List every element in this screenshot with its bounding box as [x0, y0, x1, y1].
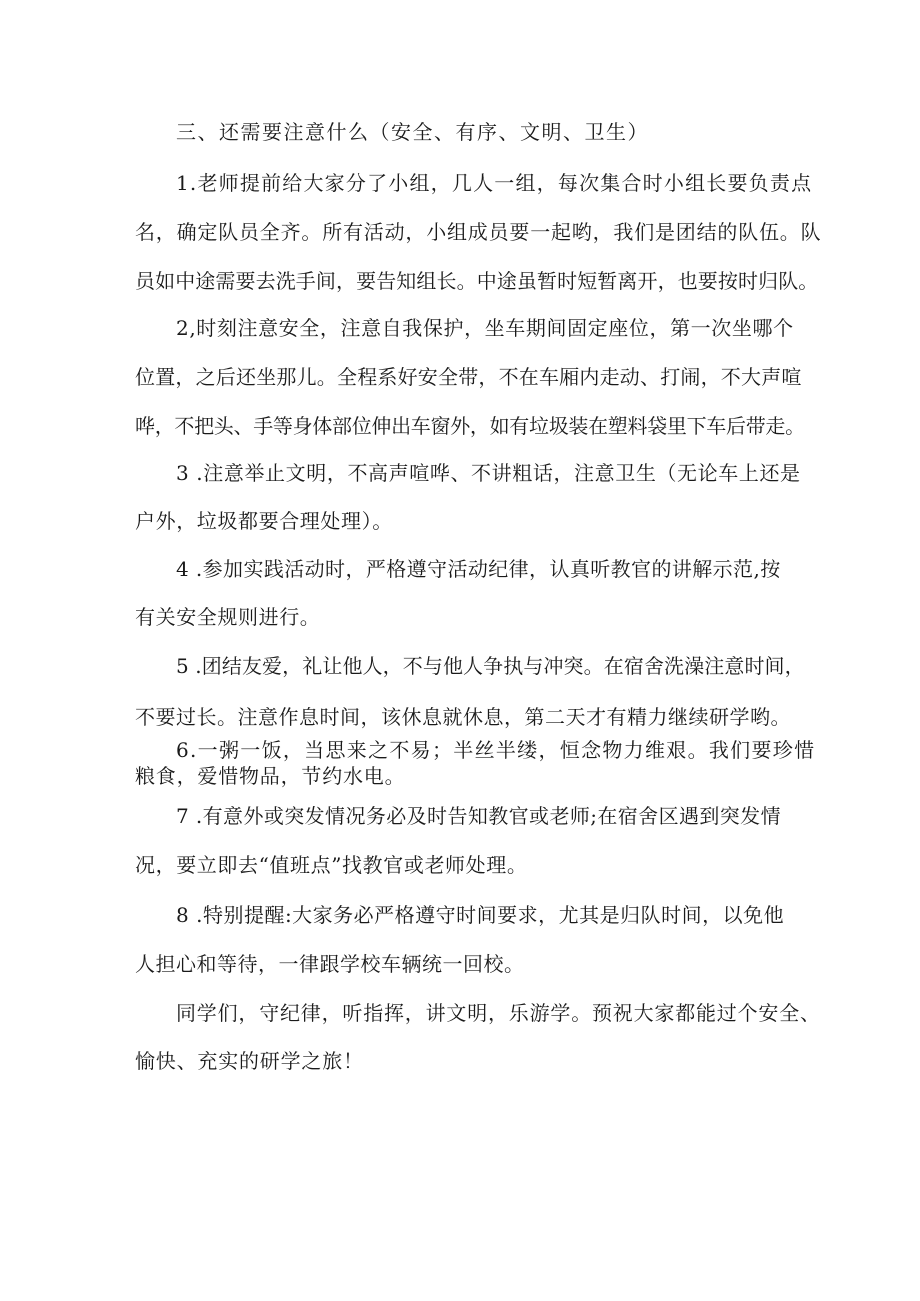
item-7-line-1: 7 .有意外或突发情况务必及时告知教官或老师;在宿舍区遇到突发情 — [176, 804, 781, 828]
item-2-line-1: 2,时刻注意安全，注意自我保护，坐车期间固定座位，第一次坐哪个 — [176, 316, 794, 340]
closing-line-2: 愉快、充实的研学之旅！ — [135, 1049, 364, 1073]
item-6-line-1: 6.一粥一饭，当思来之不易；半丝半缕，恒念物力维艰。我们要珍惜 — [176, 738, 816, 762]
item-2-line-3: 哗，不把头、手等身体部位伸出车窗外，如有垃圾装在塑料袋里下车后带走。 — [135, 414, 805, 438]
item-3-line-2: 户外，垃圾都要合理处理）。 — [135, 509, 393, 533]
item-6-line-2: 粮食，爱惜物品，节约水电。 — [135, 764, 406, 788]
item-3-line-1: 3 .注意举止文明，不高声喧哗、不讲粗话，注意卫生（无论车上还是 — [176, 461, 801, 485]
item-1-line-1: 1.老师提前给大家分了小组，几人一组，每次集合时小组长要负责点 — [176, 171, 813, 195]
item-8-line-1: 8 .特别提醒:大家务必严格遵守时间要求，尤其是归队时间，以免他 — [176, 903, 785, 927]
item-5-line-2: 不要过长。注意作息时间，该休息就休息，第二天才有精力继续研学哟。 — [135, 705, 791, 729]
item-8-line-2: 人担心和等待，一律跟学校车辆统一回校。 — [135, 952, 525, 976]
item-1-line-2: 名，确定队员全齐。所有活动，小组成员要一起哟，我们是团结的队伍。队 — [135, 220, 822, 244]
item-4-line-1: 4 .参加实践活动时，严格遵守活动纪律，认真听教官的讲解示范,按 — [176, 557, 781, 581]
item-5-line-1: 5 .团结友爱，礼让他人，不与他人争执与冲突。在宿舍洗澡注意时间， — [176, 654, 805, 678]
item-7-line-2: 况，要立即去“值班点”找教官或老师处理。 — [135, 853, 528, 877]
item-2-line-2: 位置，之后还坐那儿。全程系好安全带，不在车厢内走动、打闹，不大声喧 — [135, 365, 802, 389]
closing-line-1: 同学们，守纪律，听指挥，讲文明，乐游学。预祝大家都能过个安全、 — [176, 1001, 821, 1025]
item-1-line-3: 员如中途需要去洗手间，要告知组长。中途虽暂时短暂离开，也要按时归队。 — [135, 269, 819, 293]
item-4-line-2: 有关安全规则进行。 — [135, 605, 321, 629]
section-heading: 三、还需要注意什么（安全、有序、文明、卫生） — [176, 120, 649, 144]
